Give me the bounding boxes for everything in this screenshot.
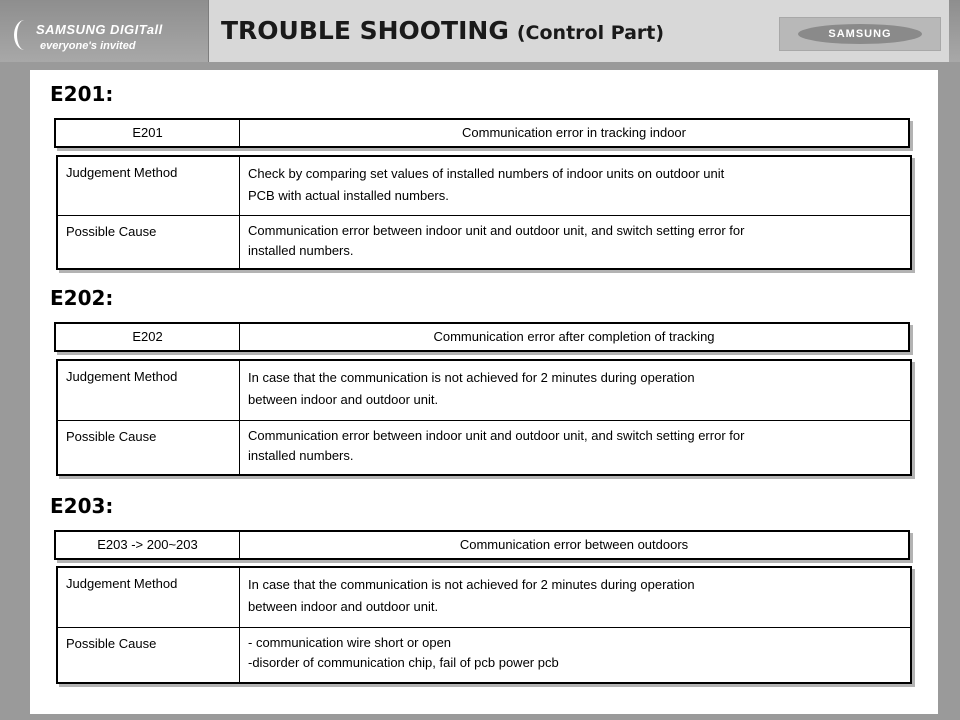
cause-row <box>58 628 910 682</box>
cause-text <box>248 633 902 673</box>
code-table-e202 <box>54 322 910 352</box>
error-code: E203 -> 200~203 <box>56 532 240 558</box>
judgement-line: In case that the communication is not achieved for 2 minutes during operation <box>248 370 695 385</box>
cause-row <box>58 216 910 268</box>
judgement-line: In case that the communication is not achieved for 2 minutes during operation <box>248 577 695 592</box>
judgement-line: PCB with actual installed numbers. <box>248 188 449 203</box>
detail-table-e202 <box>56 359 912 476</box>
cause-label: Possible Cause <box>66 429 157 444</box>
judgement-row <box>58 157 910 216</box>
judgement-line: between indoor and outdoor unit. <box>248 599 439 614</box>
cause-line: Communication error between indoor unit and outdoor unit, and switch setting error for <box>248 428 745 443</box>
section-heading-e203: E203: <box>50 494 114 518</box>
error-description: Communication error in tracking indoor <box>462 125 686 140</box>
cause-line: -disorder of communication chip, fail of pcb power pcb <box>248 655 559 670</box>
code-table-e201 <box>54 118 910 148</box>
page-title-subtitle: (Control Part) <box>516 22 665 44</box>
judgement-line: Check by comparing set values of installed numbers of indoor units on outdoor unit <box>248 166 725 181</box>
logo-line1: SAMSUNG DIGITall <box>36 22 163 37</box>
judgement-text <box>248 163 902 207</box>
samsung-logo-text: SAMSUNG <box>798 24 922 44</box>
page-title-main: TROUBLE SHOOTING <box>221 16 509 45</box>
cause-label: Possible Cause <box>66 224 157 239</box>
judgement-label: Judgement Method <box>66 576 178 591</box>
error-description: Communication error between outdoors <box>459 537 689 552</box>
samsung-digitall-logo <box>10 14 200 60</box>
cause-line: - communication wire short or open <box>248 635 452 650</box>
judgement-label: Judgement Method <box>66 369 178 384</box>
error-code: E201 <box>56 120 240 146</box>
header-bar <box>0 0 960 62</box>
cause-label: Possible Cause <box>66 636 157 651</box>
logo-swirl-icon <box>14 20 35 50</box>
detail-table-e201 <box>56 155 912 270</box>
cause-row <box>58 421 910 474</box>
detail-table-e203 <box>56 566 912 684</box>
judgement-line: between indoor and outdoor unit. <box>248 392 439 407</box>
title-bar <box>208 0 949 62</box>
cause-text <box>248 221 902 261</box>
samsung-logo <box>779 17 941 51</box>
error-code: E202 <box>56 324 240 350</box>
error-description: Communication error after completion of tracking <box>433 329 715 344</box>
judgement-row <box>58 361 910 421</box>
judgement-label: Judgement Method <box>66 165 178 180</box>
cause-line: installed numbers. <box>248 243 354 258</box>
code-table-e203 <box>54 530 910 560</box>
judgement-text <box>248 574 902 618</box>
judgement-text <box>248 367 902 411</box>
section-heading-e201: E201: <box>50 82 114 106</box>
section-heading-e202: E202: <box>50 286 114 310</box>
cause-line: Communication error between indoor unit and outdoor unit, and switch setting error for <box>248 223 745 238</box>
cause-text <box>248 426 902 466</box>
logo-line2: everyone's invited <box>40 40 136 52</box>
cause-line: installed numbers. <box>248 448 354 463</box>
page-title <box>221 16 664 45</box>
judgement-row <box>58 568 910 628</box>
